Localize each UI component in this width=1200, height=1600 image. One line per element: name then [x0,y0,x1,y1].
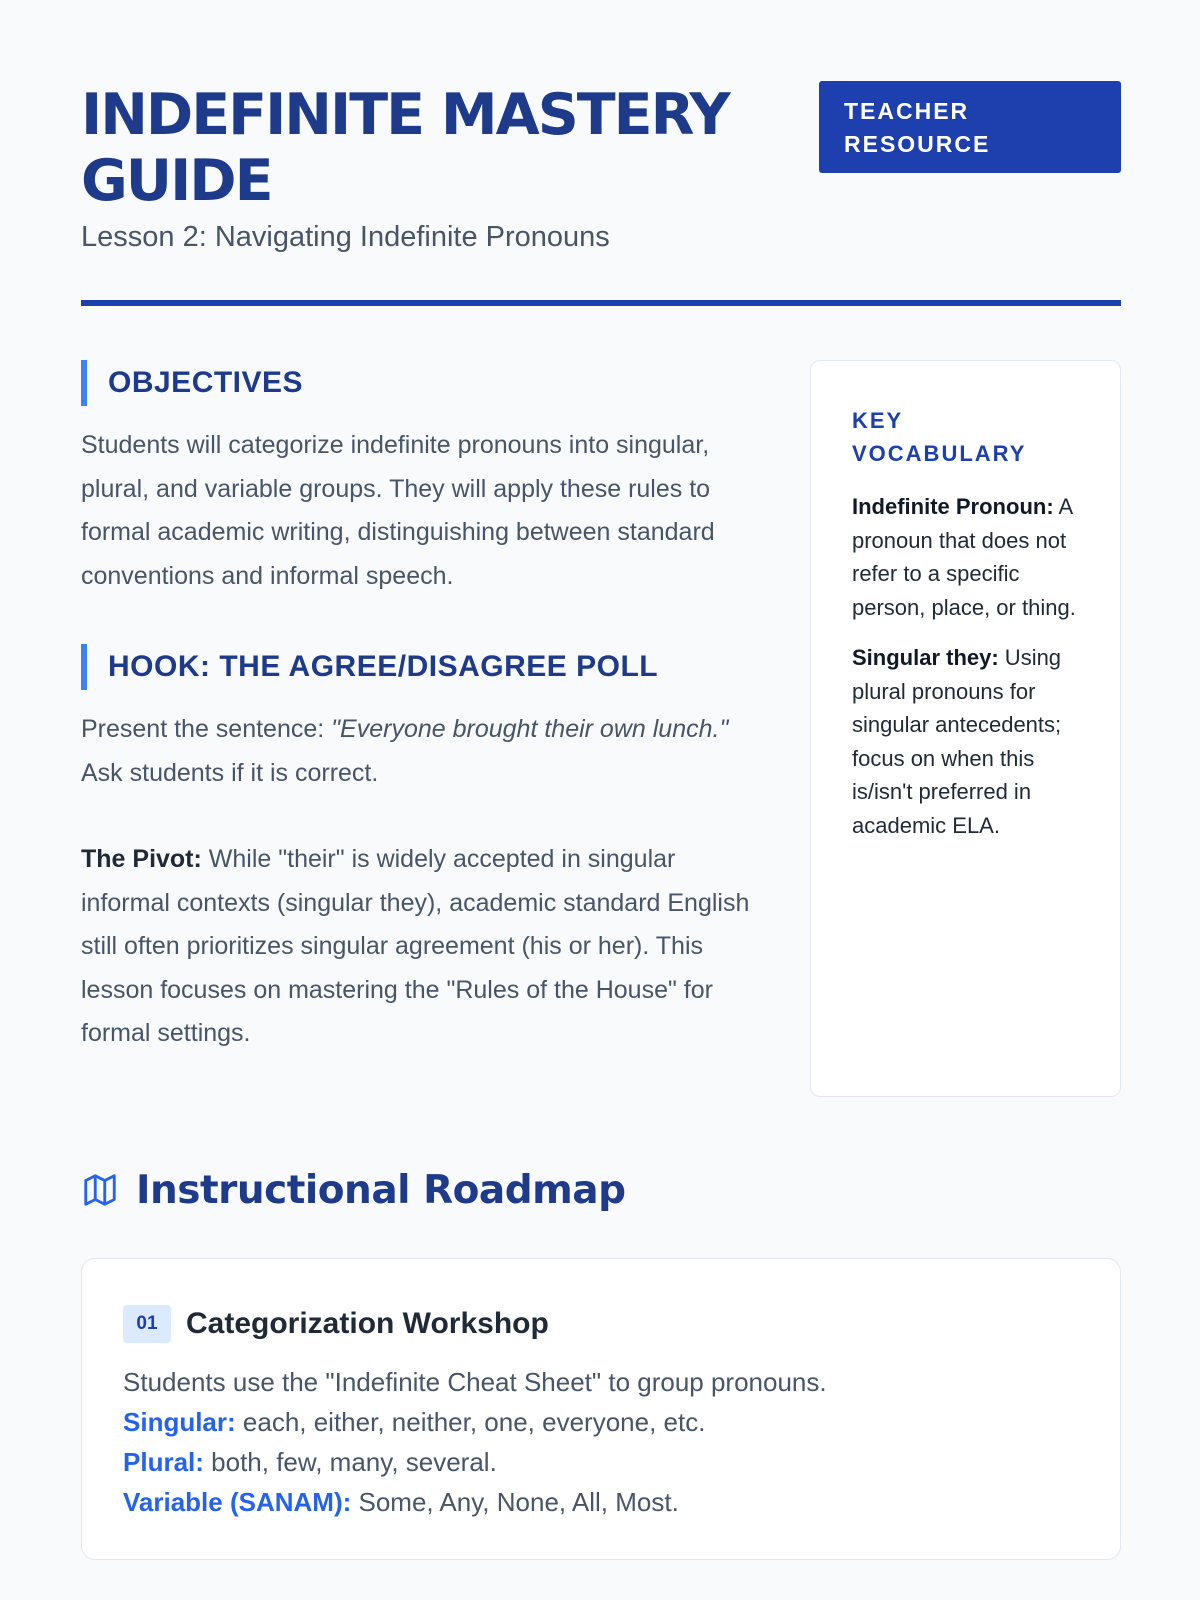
map-icon [81,1171,119,1209]
objectives-text: Students will categorize indefinite pronouns into singular, plural, and variable groups. They will apply these rules to formal academic writing, distinguishing between standard conventions and informal speech. [81,431,715,590]
vocabulary-definition: Using plural pronouns for singular antecedents; focus on when this is/isn't preferred in academic ELA. [852,645,1062,838]
roadmap-heading [81,1164,626,1216]
page-title: INDEFINITE MASTERY GUIDE [81,82,729,214]
group-examples: Some, Any, None, All, Most. [351,1487,679,1517]
header-divider [81,300,1121,306]
hook-intro-tail: Ask students if it is correct. [81,758,379,787]
pivot-text: While "their" is widely accepted in singular informal contexts (singular they), academic standard English still often prioritizes singular agreement (his or her). This lesson focuses on mastering the "Rules of the House" for formal settings. [81,845,750,1047]
roadmap-title: Instructional Roadmap [136,1167,626,1213]
pronoun-group [123,1442,1080,1482]
step-title: Categorization Workshop [186,1307,549,1340]
hook-heading: HOOK: THE AGREE/DISAGREE POLL [81,644,761,690]
vocabulary-heading: KEY VOCABULARY [852,408,1027,466]
lesson-page [81,0,1121,1517]
group-examples: each, either, neither, one, everyone, etc. [235,1407,706,1437]
step-intro: Students use the "Indefinite Cheat Sheet" to group pronouns. [123,1367,827,1397]
lesson-subtitle: Lesson 2: Navigating Indefinite Pronouns [81,221,610,253]
group-label-singular: Singular: [123,1407,236,1437]
key-vocabulary-card [810,360,1121,1097]
roadmap-step-card [81,1258,1121,1560]
pivot-label: The Pivot: [81,845,202,873]
step-header [123,1304,1080,1344]
page-header [81,0,1121,310]
vocabulary-item [852,490,1096,624]
hook-intro-lead: Present the sentence: [81,715,332,743]
group-label-variable: Variable (SANAM): [123,1487,352,1517]
group-examples: both, few, many, several. [203,1447,497,1477]
step-body [123,1362,1080,1522]
objectives-heading: OBJECTIVES [81,360,761,406]
hook-intro [81,708,761,795]
step-number-badge: 01 [123,1305,171,1343]
vocabulary-term: Indefinite Pronoun: [852,494,1054,519]
pronoun-group [123,1482,1080,1522]
group-label-plural: Plural: [123,1447,204,1477]
main-content [81,360,761,1056]
vocabulary-item [852,641,1096,842]
spacer [81,795,761,838]
hook-pivot [81,838,761,1056]
teacher-resource-badge: TEACHER RESOURCE [819,81,1121,173]
vocabulary-term: Singular they: [852,645,999,670]
pronoun-group [123,1402,1080,1442]
vocabulary-definition: A pronoun that does not refer to a specific person, place, or thing. [852,494,1076,620]
hook-example-sentence: "Everyone brought their own lunch." [331,715,729,743]
